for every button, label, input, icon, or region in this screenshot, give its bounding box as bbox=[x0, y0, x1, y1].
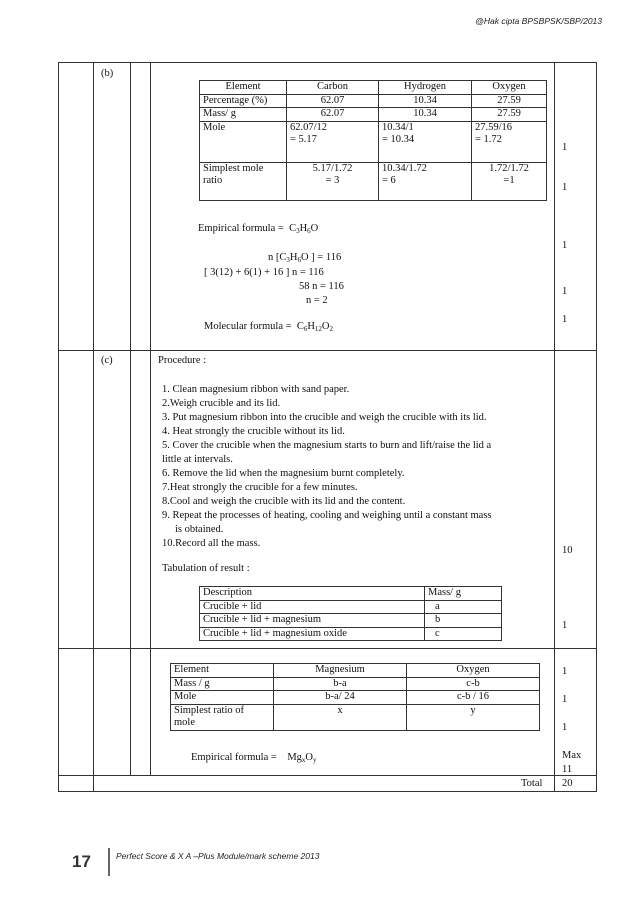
total-label: Total bbox=[521, 778, 543, 789]
table-cell: b-a bbox=[274, 677, 407, 691]
cell-line: 1.72/1.72 bbox=[489, 162, 529, 174]
mark: 1 bbox=[562, 694, 568, 705]
table-cell bbox=[287, 162, 379, 200]
mark: 1 bbox=[562, 142, 568, 153]
calc-text: H bbox=[289, 252, 298, 263]
cell-line: = 10.34 bbox=[382, 134, 415, 145]
page-number: 17 bbox=[72, 852, 91, 871]
mark: 1 bbox=[562, 182, 568, 193]
grid-line bbox=[93, 63, 94, 792]
table-cell: Mole bbox=[200, 121, 287, 162]
procedure-step: 5. Cover the crucible when the magnesium starts to burn and lift/raise the lid a bbox=[162, 440, 492, 451]
table-cell: 62.07 bbox=[287, 108, 379, 122]
formula-label: Empirical formula = bbox=[198, 223, 284, 234]
table-header: Mass/ g bbox=[425, 587, 502, 601]
table-cell: y bbox=[407, 704, 540, 730]
mark: 1 bbox=[562, 240, 568, 251]
procedure-step: 1. Clean magnesium ribbon with sand paper. bbox=[162, 384, 350, 395]
procedure-step: 10.Record all the mass. bbox=[162, 538, 261, 549]
molecular-formula: Molecular formula = $C_6H_{12}O_2$ bbox=[204, 321, 334, 333]
footer-divider bbox=[108, 848, 110, 876]
mark: 11 bbox=[562, 764, 573, 775]
table-header: Oxygen bbox=[407, 664, 540, 678]
formula-label: Molecular formula = bbox=[204, 321, 292, 332]
cell-line: 10.34/1.72 bbox=[382, 162, 427, 174]
mark: 10 bbox=[562, 545, 573, 556]
element-table-b bbox=[199, 80, 547, 201]
part-c-label: (c) bbox=[101, 355, 113, 366]
table-cell: a bbox=[425, 600, 502, 614]
calc-text: n [C bbox=[268, 252, 287, 263]
table-cell: 10.34 bbox=[379, 94, 472, 108]
table-row bbox=[171, 704, 540, 730]
grid-line bbox=[130, 63, 131, 775]
cell-line: Simplest mole bbox=[203, 162, 264, 174]
table-cell: b bbox=[425, 614, 502, 628]
table-cell: 10.34 bbox=[379, 108, 472, 122]
table-cell bbox=[287, 121, 379, 162]
table-row bbox=[200, 162, 547, 200]
cell-line: 62.07/12 bbox=[290, 121, 328, 133]
table-cell: 27.59 bbox=[472, 94, 547, 108]
table-header: Hydrogen bbox=[379, 81, 472, 95]
mark: 1 bbox=[562, 722, 568, 733]
table-cell bbox=[472, 162, 547, 200]
cell-line: mole bbox=[174, 717, 195, 728]
table-header: Element bbox=[200, 81, 287, 95]
row-divider bbox=[59, 648, 597, 649]
table-cell: Crucible + lid + magnesium bbox=[200, 614, 425, 628]
cell-line: = 6 bbox=[382, 175, 396, 186]
table-row bbox=[171, 691, 540, 705]
table-header-row bbox=[171, 664, 540, 678]
formula-label: Empirical formula = bbox=[191, 752, 277, 763]
table-cell bbox=[379, 162, 472, 200]
table-row bbox=[200, 627, 502, 641]
procedure-step: 8.Cool and weigh the crucible with its lid and the content. bbox=[162, 496, 406, 507]
procedure-step: 2.Weigh crucible and its lid. bbox=[162, 398, 281, 409]
cell-line: =1 bbox=[503, 175, 515, 186]
table-row bbox=[200, 121, 547, 162]
mark-scheme-table bbox=[58, 62, 597, 792]
cell-line: 10.34/1 bbox=[382, 121, 414, 133]
table-cell: c-b bbox=[407, 677, 540, 691]
table-cell: Mass / g bbox=[171, 677, 274, 691]
table-header-row bbox=[200, 81, 547, 95]
table-cell bbox=[200, 162, 287, 200]
table-row bbox=[200, 600, 502, 614]
table-row bbox=[171, 677, 540, 691]
calc-line-4: n = 2 bbox=[306, 295, 328, 306]
mark: Max bbox=[562, 750, 582, 761]
table-cell bbox=[379, 121, 472, 162]
element-table-d bbox=[170, 663, 540, 731]
procedure-step: little at intervals. bbox=[162, 454, 233, 465]
table-cell: Crucible + lid + magnesium oxide bbox=[200, 627, 425, 641]
cell-line: Simplest ratio of bbox=[174, 704, 244, 716]
table-cell: c bbox=[425, 627, 502, 641]
table-row bbox=[200, 94, 547, 108]
calc-line-2: [ 3(12) + 6(1) + 16 ] n = 116 bbox=[204, 267, 324, 278]
cell-line: = 5.17 bbox=[290, 134, 317, 145]
empirical-formula-d: Empirical formula = $Mg_xO_y$ bbox=[191, 752, 317, 764]
table-cell bbox=[171, 704, 274, 730]
table-header: Carbon bbox=[287, 81, 379, 95]
mark: 1 bbox=[562, 620, 568, 631]
mark: 1 bbox=[562, 286, 568, 297]
procedure-step: 9. Repeat the processes of heating, cooling and weighing until a constant mass bbox=[162, 510, 492, 521]
cell-line: 5.17/1.72 bbox=[312, 162, 353, 174]
mark: 1 bbox=[562, 666, 568, 677]
table-cell: b-a/ 24 bbox=[274, 691, 407, 705]
tabulation-title: Tabulation of result : bbox=[162, 563, 250, 574]
procedure-title: Procedure : bbox=[158, 355, 207, 366]
table-cell: Mass/ g bbox=[200, 108, 287, 122]
table-header: Description bbox=[200, 587, 425, 601]
cell-line: = 1.72 bbox=[475, 134, 502, 145]
table-row bbox=[200, 614, 502, 628]
table-cell bbox=[472, 121, 547, 162]
empirical-formula-b: Empirical formula = $C_3H_6O$ bbox=[198, 223, 319, 235]
table-cell: Crucible + lid bbox=[200, 600, 425, 614]
grid-line bbox=[150, 63, 151, 775]
table-cell: Mole bbox=[171, 691, 274, 705]
result-table bbox=[199, 586, 502, 641]
table-header: Element bbox=[171, 664, 274, 678]
procedure-step: is obtained. bbox=[175, 524, 224, 535]
grid-line bbox=[554, 63, 555, 792]
row-divider bbox=[59, 775, 597, 776]
copyright-header: @Hak cipta BPSBPSK/SBP/2013 bbox=[475, 16, 602, 26]
row-divider bbox=[59, 350, 597, 351]
cell-line: ratio bbox=[203, 175, 223, 186]
footer-text: Perfect Score & X A –Plus Module/mark scheme 2013 bbox=[116, 851, 320, 861]
table-header: Magnesium bbox=[274, 664, 407, 678]
mark: 1 bbox=[562, 314, 568, 325]
procedure-step: 6. Remove the lid when the magnesium burnt completely. bbox=[162, 468, 405, 479]
procedure-step: 4. Heat strongly the crucible without its lid. bbox=[162, 426, 345, 437]
procedure-step: 3. Put magnesium ribbon into the crucible and weigh the crucible with its lid. bbox=[162, 412, 487, 423]
table-cell: c-b / 16 bbox=[407, 691, 540, 705]
calc-line-3: 58 n = 116 bbox=[299, 281, 344, 292]
procedure-step: 7.Heat strongly the crucible for a few minutes. bbox=[162, 482, 358, 493]
table-cell: x bbox=[274, 704, 407, 730]
table-cell: Percentage (%) bbox=[200, 94, 287, 108]
calc-line-1: n [$C_3H_6O$ ] = 116 bbox=[268, 252, 342, 264]
table-cell: 27.59 bbox=[472, 108, 547, 122]
table-header: Oxygen bbox=[472, 81, 547, 95]
total-value: 20 bbox=[562, 778, 573, 789]
part-b-label: (b) bbox=[101, 68, 114, 79]
cell-line: = 3 bbox=[325, 175, 340, 186]
table-cell: 62.07 bbox=[287, 94, 379, 108]
table-header-row bbox=[200, 587, 502, 601]
calc-text: O ] = 116 bbox=[300, 252, 342, 263]
table-row bbox=[200, 108, 547, 122]
cell-line: 27.59/16 bbox=[475, 121, 513, 133]
